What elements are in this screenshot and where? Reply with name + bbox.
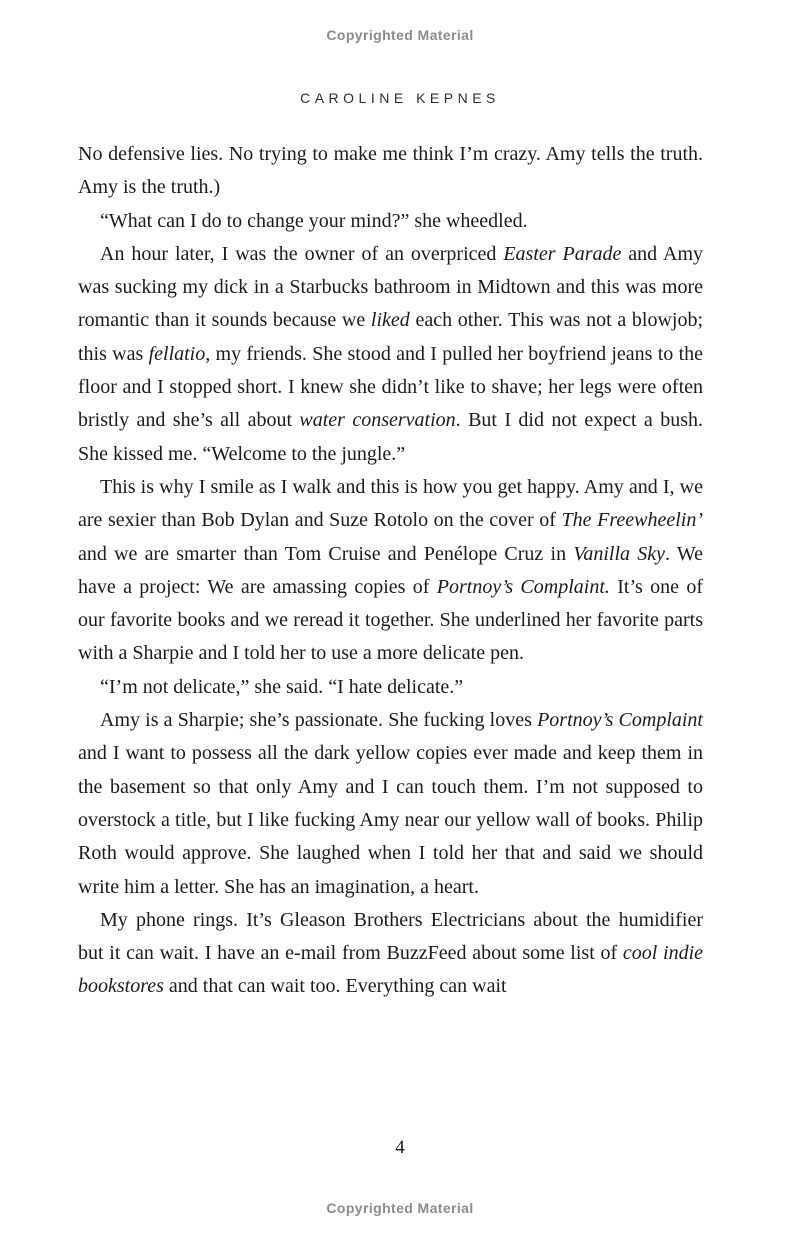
- text-run: “I’m not delicate,” she said. “I hate delicate.”: [100, 675, 464, 698]
- text-run: and I want to possess all the dark yellow copies ever made and keep them in the basement so that only Amy and I can touch them. I’m not supposed to overstock a title, but I like fucking Amy near our yellow wall of books. Philip Roth would approve. She laughed when I told her that and said we should write him a letter. She has an imagination, a heart.: [78, 742, 703, 898]
- paragraph: [78, 238, 703, 471]
- italic-text-run: liked: [370, 309, 410, 332]
- text-run: No defensive lies. No trying to make me think I’m crazy. Amy tells the truth. Amy is the truth.): [78, 143, 703, 199]
- text-run: An hour later, I was the owner of an overpriced: [100, 242, 504, 265]
- text-run: and that can wait too. Everything can wait: [163, 975, 507, 998]
- paragraph: [78, 205, 703, 238]
- text-run: “What can I do to change your mind?” she wheedled.: [100, 209, 528, 232]
- paragraph: [78, 904, 703, 1004]
- text-run: It’s one of our favorite books and we reread it together. She underlined her favorite parts with a Sharpie and I told her to use a more delicate pen.: [78, 575, 703, 665]
- text-run: . We have a project: We are amassing copies of: [78, 542, 703, 598]
- text-run: and we are smarter than Tom Cruise and Penélope Cruz in: [78, 542, 574, 565]
- text-run: This is why I smile as I walk and this is how you get happy. Amy and I, we are sexier than Bob Dylan and Suze Rotolo on the cover of: [78, 475, 703, 532]
- italic-text-run: Portnoy’s Complaint: [537, 709, 703, 732]
- italic-text-run: The Freewheelin’: [561, 509, 703, 532]
- paragraph: [78, 138, 703, 205]
- italic-text-run: fellatio: [148, 342, 206, 365]
- copyright-notice-bottom: Copyrighted Material: [326, 1200, 474, 1216]
- italic-text-run: Portnoy’s Complaint.: [436, 575, 610, 598]
- paragraph: [78, 471, 703, 671]
- text-run: Amy is a Sharpie; she’s passionate. She fucking loves: [100, 709, 538, 732]
- paragraph: [78, 671, 703, 704]
- running-header-author: CAROLINE KEPNES: [300, 90, 500, 106]
- italic-text-run: Easter Parade: [503, 242, 622, 265]
- italic-text-run: water conservation: [299, 409, 456, 432]
- text-run: . But I did not expect a bush. She kissed me. “Welcome to the jungle.”: [78, 409, 703, 465]
- text-run: each other. This was not a blowjob; this was: [78, 309, 703, 365]
- page-body: [78, 138, 703, 1004]
- text-run: , my friends. She stood and I pulled her boyfriend jeans to the floor and I stopped short. I knew she didn’t like to shave; her legs were often bristly and she’s all about: [78, 342, 704, 432]
- italic-text-run: cool indie bookstores: [78, 942, 703, 998]
- text-run: My phone rings. It’s Gleason Brothers Electricians about the humidifier but it can wait. I have an e-mail from BuzzFeed about some list of: [78, 908, 703, 965]
- page-number: 4: [395, 1137, 405, 1158]
- paragraph: [78, 704, 703, 904]
- italic-text-run: Vanilla Sky: [573, 542, 665, 565]
- text-run: and Amy was sucking my dick in a Starbucks bathroom in Midtown and this was more romantic than it sounds because we: [78, 242, 704, 332]
- copyright-notice-top: Copyrighted Material: [326, 27, 474, 43]
